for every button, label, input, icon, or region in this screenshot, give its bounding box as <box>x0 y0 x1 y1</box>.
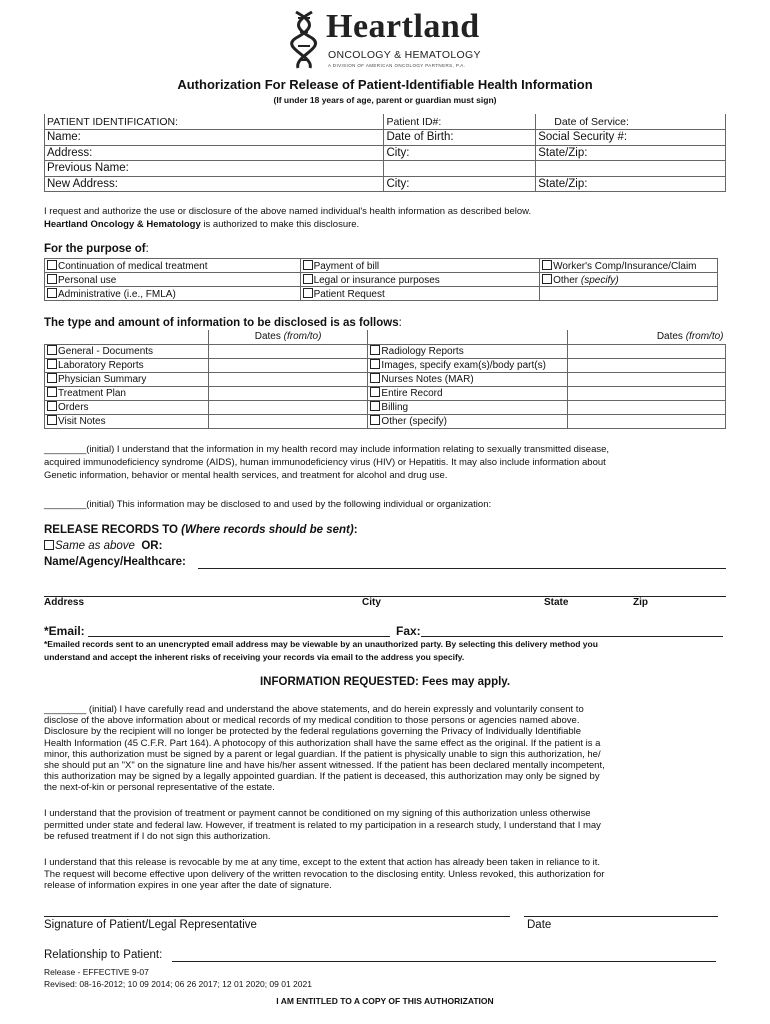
form-title: Authorization For Release of Patient-Identifiable Health Information <box>177 77 593 92</box>
checkbox[interactable] <box>47 345 57 355</box>
consent-line: disclose of the above information about or medical records of my medical condition to those persons or agencies named above. <box>44 715 580 727</box>
purpose-colon: : <box>145 243 149 255</box>
specify-note: (specify) <box>580 274 619 286</box>
info-type-option[interactable] <box>45 372 209 386</box>
information-types-table <box>44 330 726 429</box>
name-agency-label: Name/Agency/Healthcare: <box>44 556 186 568</box>
initial-statement-1-line-2: acquired immunodeficiency syndrome (AIDS), human immunodeficiency virus (HIV) or Hepatitis. It may also include information about <box>44 457 606 468</box>
previous-name-field[interactable]: Previous Name: <box>45 161 384 177</box>
new-state-zip-field[interactable]: State/Zip: <box>536 176 726 192</box>
purpose-label: Legal or insurance purposes <box>313 274 440 286</box>
dates-field[interactable] <box>208 358 368 372</box>
checkbox[interactable] <box>47 401 57 411</box>
consent-line: this authorization may be signed by a legally appointed guardian. If the patient is deceased, this authorization may only be signed by <box>44 771 600 783</box>
patient-identification-table <box>44 114 726 192</box>
info-type-option[interactable] <box>45 344 209 358</box>
patient-identification-heading: PATIENT IDENTIFICATION: <box>45 114 384 130</box>
info-type-label: Laboratory Reports <box>58 360 144 371</box>
email-warning-line-1: *Emailed records sent to an unencrypted email address may be viewable by an unauthorized party. By selecting this delivery method you <box>44 639 598 649</box>
intro-line-2 <box>44 219 359 232</box>
signature-line[interactable] <box>44 916 510 917</box>
info-type-label: Billing <box>381 402 409 413</box>
revocation-line: The request will become effective upon delivery of the written revocation to the disclosing entity. Unless revoked, this authorization for <box>44 868 605 880</box>
patient-id-label[interactable]: Patient ID#: <box>384 114 536 130</box>
date-line[interactable] <box>524 916 718 917</box>
email-label: *Email: <box>44 624 85 638</box>
purpose-option[interactable] <box>540 259 718 273</box>
email-warning-line-2: understand and accept the inherent risks of receiving your records via email to the address you specify. <box>44 652 465 662</box>
info-type-label: Entire Record <box>381 388 443 399</box>
same-as-above-option[interactable] <box>44 540 162 552</box>
dates-field[interactable] <box>208 414 368 428</box>
checkbox[interactable] <box>47 288 57 298</box>
fees-heading: INFORMATION REQUESTED: Fees may apply. <box>259 676 511 688</box>
initial-statement-2: ________(initial) This information may be disclosed to and used by the following individual or organization: <box>44 499 492 510</box>
consent-line: minor, this authorization must be signed by a parent or legal guardian. If the patient is physically unable to sign this authorization, he/ <box>44 748 601 760</box>
checkbox[interactable] <box>542 274 552 284</box>
types-heading <box>44 317 402 329</box>
checkbox[interactable] <box>370 387 380 397</box>
initial-statement-1-line-3: Genetic information, behavior or mental health services, and treatment for alcohol and drug use. <box>44 470 448 481</box>
consent-line: the next-of-kin or personal representative of the estate. <box>44 782 275 794</box>
purpose-option[interactable] <box>45 273 301 287</box>
info-type-label: Radiology Reports <box>381 346 464 357</box>
revision-dates: Revised: 08-16-2012; 10 09 2014; 06 26 2017; 12 01 2020; 09 01 2021 <box>44 979 312 989</box>
release-heading-italic: (Where records should be sent) <box>181 524 354 536</box>
treatment-line: permitted under state and federal law. However, if treatment is related to my participation in a research study, I understand that I may <box>44 819 601 831</box>
info-type-option[interactable] <box>368 414 568 428</box>
form-subtitle: (If under 18 years of age, parent or guardian must sign) <box>273 95 497 105</box>
date-of-birth-field[interactable]: Date of Birth: <box>384 130 536 146</box>
relationship-line[interactable] <box>172 961 716 962</box>
info-type-option[interactable] <box>368 344 568 358</box>
dates-label: Dates <box>656 331 686 343</box>
logo-wordmark: Heartland <box>326 8 480 45</box>
address-line[interactable] <box>44 596 726 597</box>
info-type-label: Treatment Plan <box>58 388 126 399</box>
empty-cell <box>384 161 536 177</box>
purpose-label: Worker's Comp/Insurance/Claim <box>553 260 697 272</box>
info-type-label: Images, specify exam(s)/body part(s) <box>381 360 546 371</box>
purpose-option[interactable] <box>300 259 540 273</box>
checkbox[interactable] <box>303 260 313 270</box>
dates-field[interactable] <box>568 386 726 400</box>
dates-field[interactable] <box>568 400 726 414</box>
purpose-label: Administrative (i.e., FMLA) <box>58 288 176 300</box>
checkbox[interactable] <box>47 274 57 284</box>
info-type-option[interactable] <box>45 358 209 372</box>
purpose-heading <box>44 243 149 255</box>
dates-header-left <box>208 330 368 344</box>
checkbox[interactable] <box>47 415 57 425</box>
consent-line: Health Information (45 C.F.R. Part 164). A photocopy of this authorization shall have the same effect as the original. If the patient is a <box>44 737 601 749</box>
checkbox[interactable] <box>47 373 57 383</box>
zip-label: Zip <box>633 597 648 608</box>
consent-line: ________ (initial) I have carefully read and understand the above statements, and do herein expressly and voluntarily consent to <box>44 704 584 715</box>
dates-field[interactable] <box>208 400 368 414</box>
revocation-line: I understand that this release is revocable by me at any time, except to the extent that action has already been taken in reliance to it. <box>44 857 601 868</box>
dates-field[interactable] <box>568 414 726 428</box>
info-type-label: Physician Summary <box>58 374 147 385</box>
checkbox[interactable] <box>370 373 380 383</box>
dates-italic: (from/to) <box>283 331 322 343</box>
same-as-above-label: Same as above <box>55 540 135 552</box>
date-of-service-label[interactable]: Date of Service: <box>536 114 726 130</box>
new-address-field[interactable]: New Address: <box>45 176 384 192</box>
revocation-paragraph <box>44 857 604 892</box>
fax-line[interactable] <box>421 636 723 637</box>
dates-field[interactable] <box>568 372 726 386</box>
intro-line-2-text: is authorized to make this disclosure. <box>200 219 360 230</box>
dates-field[interactable] <box>568 358 726 372</box>
release-heading-text: RELEASE RECORDS TO <box>44 524 182 536</box>
checkbox[interactable] <box>370 345 380 355</box>
purpose-label: Patient Request <box>313 288 385 300</box>
treatment-line: I understand that the provision of treatment or payment cannot be conditioned on my signing of this authorization unless otherwise <box>44 808 591 819</box>
purpose-option[interactable] <box>45 287 301 301</box>
checkbox[interactable] <box>303 274 313 284</box>
state-label: State <box>544 597 569 608</box>
info-type-option[interactable] <box>368 386 568 400</box>
info-type-option[interactable] <box>45 386 209 400</box>
info-type-option[interactable] <box>45 400 209 414</box>
signature-label: Signature of Patient/Legal Representative <box>44 919 257 931</box>
ssn-field[interactable]: Social Security #: <box>536 130 726 146</box>
checkbox[interactable] <box>47 359 57 369</box>
dates-header-right <box>568 330 726 344</box>
info-type-label: Other (specify) <box>381 416 447 427</box>
empty-cell <box>368 330 568 344</box>
treatment-line: be refused treatment if I do not sign this authorization. <box>44 831 271 842</box>
checkbox[interactable] <box>370 359 380 369</box>
address-label: Address <box>44 597 85 608</box>
treatment-paragraph <box>44 808 601 843</box>
date-label: Date <box>527 919 552 931</box>
info-type-label: Orders <box>58 402 89 413</box>
org-name: Heartland Oncology & Hematology <box>44 219 201 230</box>
release-effective: Release - EFFECTIVE 9-07 <box>44 967 149 977</box>
name-field[interactable]: Name: <box>45 130 384 146</box>
checkbox[interactable] <box>47 260 57 270</box>
info-type-option[interactable] <box>45 414 209 428</box>
purpose-heading-text: For the purpose of <box>44 243 146 255</box>
release-colon: : <box>353 524 358 536</box>
dates-field[interactable] <box>568 344 726 358</box>
name-agency-line[interactable] <box>198 568 726 569</box>
purpose-option[interactable] <box>45 259 301 273</box>
empty-cell <box>540 287 718 301</box>
purpose-label: Other <box>553 274 581 286</box>
address-field[interactable]: Address: <box>45 145 384 161</box>
initial-statement-1-line-1: ________(initial) I understand that the information in my health record may include information relating to sexually transmitted disease, <box>44 444 610 455</box>
info-type-option[interactable] <box>368 358 568 372</box>
or-label: OR: <box>141 540 163 552</box>
city-label: City <box>362 597 381 608</box>
consent-paragraph <box>44 704 605 794</box>
info-type-label: Visit Notes <box>58 416 106 427</box>
release-heading <box>44 524 358 536</box>
checkbox[interactable] <box>44 540 54 550</box>
new-city-field[interactable]: City: <box>384 176 536 192</box>
purpose-label: Payment of bill <box>313 260 380 272</box>
dates-field[interactable] <box>208 386 368 400</box>
consent-line: she should put an "X" on the signature line and have his/her assent witnessed. If the patient has been declared mentally incompetent, <box>44 760 605 772</box>
city-field[interactable]: City: <box>384 145 536 161</box>
info-type-option[interactable] <box>368 372 568 386</box>
entitled-copy-notice: I AM ENTITLED TO A COPY OF THIS AUTHORIZATION <box>276 996 494 1006</box>
purpose-option[interactable] <box>300 287 540 301</box>
heartland-logo <box>290 8 490 70</box>
fax-label: Fax: <box>396 624 421 638</box>
empty-cell <box>536 161 726 177</box>
purpose-option[interactable] <box>300 273 540 287</box>
dna-helix-icon <box>290 10 320 70</box>
checkbox[interactable] <box>47 387 57 397</box>
types-colon: : <box>398 317 402 329</box>
dates-label: Dates <box>254 331 284 343</box>
relationship-label: Relationship to Patient: <box>44 949 163 961</box>
purpose-label: Continuation of medical treatment <box>58 260 208 272</box>
intro-line-1: I request and authorize the use or disclosure of the above named individual's health information as described below. <box>44 206 532 217</box>
info-type-option[interactable] <box>368 400 568 414</box>
dates-field[interactable] <box>208 344 368 358</box>
logo-subtitle: ONCOLOGY & HEMATOLOGY <box>328 49 481 61</box>
logo-tagline: A DIVISION OF AMERICAN ONCOLOGY PARTNERS, P.A. <box>328 63 466 68</box>
purpose-table <box>44 258 718 301</box>
state-zip-field[interactable]: State/Zip: <box>536 145 726 161</box>
revocation-line: release of information expires in one year after the date of signature. <box>44 880 332 891</box>
checkbox[interactable] <box>370 401 380 411</box>
types-heading-text: The type and amount of information to be disclosed is as follows <box>44 317 399 329</box>
empty-cell <box>45 330 209 344</box>
checkbox[interactable] <box>303 288 313 298</box>
info-type-label: Nurses Notes (MAR) <box>381 374 474 385</box>
checkbox[interactable] <box>370 415 380 425</box>
dates-italic: (from/to) <box>685 331 724 343</box>
purpose-label: Personal use <box>58 274 117 286</box>
consent-line: Disclosure by the recipient will no longer be protected by the federal regulations governing the Privacy of Individually Identifiable <box>44 726 582 738</box>
email-line[interactable] <box>88 636 390 637</box>
dates-field[interactable] <box>208 372 368 386</box>
info-type-label: General - Documents <box>58 346 154 357</box>
purpose-option[interactable] <box>540 273 718 287</box>
checkbox[interactable] <box>542 260 552 270</box>
